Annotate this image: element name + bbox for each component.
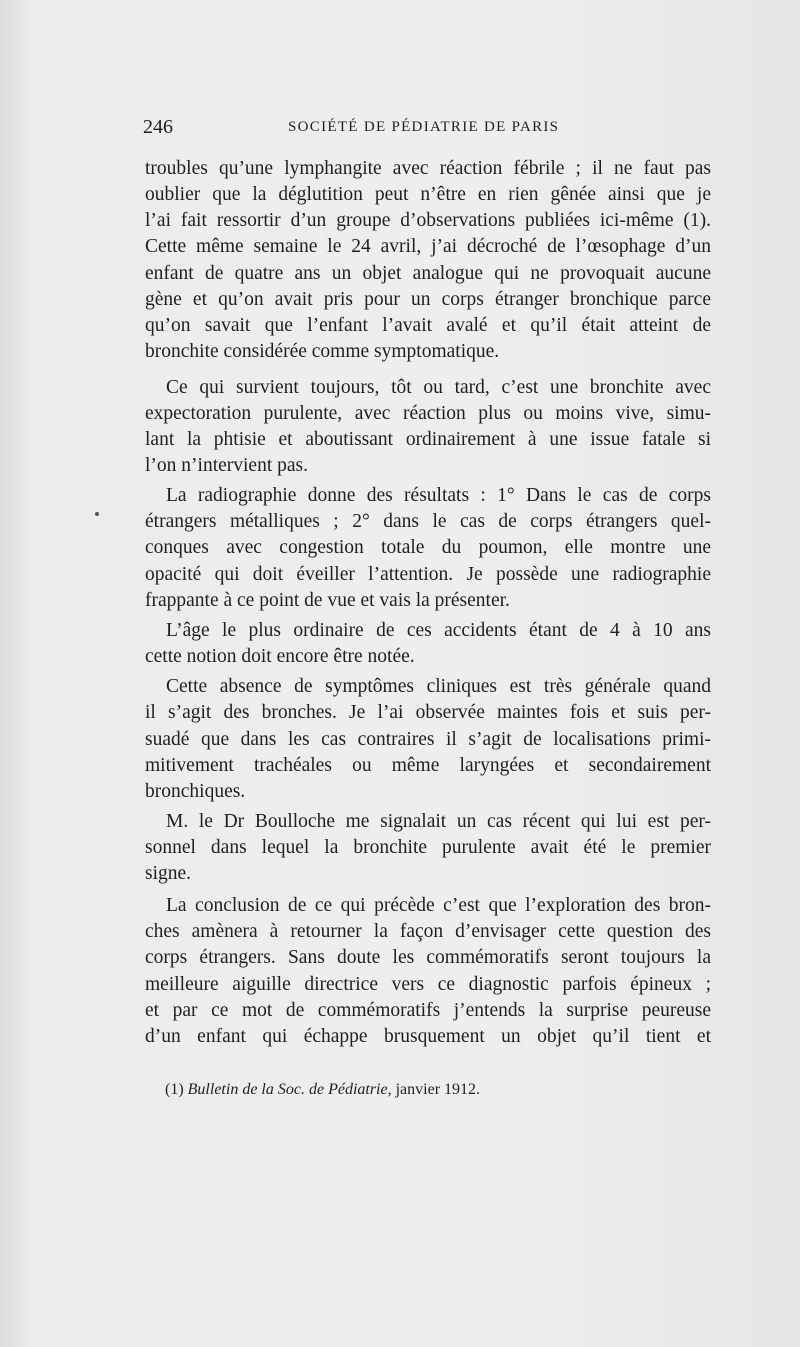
text-line: Cette absence de symptômes cliniques est très générale quand [166, 676, 711, 697]
text-line: La conclusion de ce qui précède c’est que l’exploration des bron- [166, 895, 711, 916]
text-line: gène et qu’on avait pris pour un corps étranger bronchique parce [145, 289, 711, 310]
footnote-source: Bulletin de la Soc. de Pédiatrie, [187, 1081, 392, 1098]
text-line: ches amènera à retourner la façon d’envisager cette question des [145, 921, 711, 942]
text-line: bronchite considérée comme symptomatique. [145, 341, 500, 362]
text-line: lant la phtisie et aboutissant ordinairement à une issue fatale si [145, 429, 711, 450]
footnote-number: (1) [165, 1081, 184, 1098]
text-line: d’un enfant qui échappe brusquement un objet qu’il tient et [145, 1026, 711, 1047]
text-line: cette notion doit encore être notée. [145, 646, 415, 667]
text-line: opacité qui doit éveiller l’attention. Je possède une radiographie [145, 564, 711, 585]
text-line: M. le Dr Boulloche me signalait un cas récent qui lui est per- [166, 811, 711, 832]
scan-speck [95, 512, 99, 516]
text-line: corps étrangers. Sans doute les commémoratifs seront toujours la [145, 947, 711, 968]
text-line: L’âge le plus ordinaire de ces accidents étant de 4 à 10 ans [166, 620, 711, 641]
text-line: oublier que la déglutition peut n’être en rien gênée ainsi que je [145, 184, 711, 205]
text-line: qu’on savait que l’enfant l’avait avalé et qu’il était atteint de [145, 315, 711, 336]
text-line: conques avec congestion totale du poumon, elle montre une [145, 537, 711, 558]
text-line: signe. [145, 863, 192, 884]
page-header [143, 116, 711, 140]
text-line: mitivement trachéales ou même laryngées et secondairement [145, 755, 711, 776]
text-line: enfant de quatre ans un objet analogue qui ne provoquait aucune [145, 263, 711, 284]
page-number: 246 [143, 116, 173, 138]
text-line: meilleure aiguille directrice vers ce diagnostic parfois épineux ; [145, 974, 711, 995]
text-line: suadé que dans les cas contraires il s’agit de localisations primi- [145, 729, 711, 750]
text-line: troubles qu’une lymphangite avec réaction fébrile ; il ne faut pas [145, 158, 711, 179]
text-line: expectoration purulente, avec réaction plus ou moins vive, simu- [145, 403, 711, 424]
text-line: l’ai fait ressortir d’un groupe d’observations publiées ici-même (1). [145, 210, 711, 231]
footnote-date: janvier 1912. [395, 1081, 481, 1098]
text-line: bronchiques. [145, 781, 246, 802]
running-title: SOCIÉTÉ DE PÉDIATRIE DE PARIS [288, 119, 560, 135]
text-line: Cette même semaine le 24 avril, j’ai décroché de l’œsophage d’un [145, 236, 711, 257]
text-line: et par ce mot de commémoratifs j’entends la surprise peureuse [145, 1000, 711, 1021]
text-line: étrangers métalliques ; 2° dans le cas de corps étrangers quel- [145, 511, 711, 532]
text-line: il s’agit des bronches. Je l’ai observée maintes fois et suis per- [145, 702, 711, 723]
text-line: frappante à ce point de vue et vais la présenter. [145, 590, 510, 611]
text-line: l’on n’intervient pas. [145, 455, 308, 476]
footnote [165, 1081, 480, 1099]
text-line: Ce qui survient toujours, tôt ou tard, c’est une bronchite avec [166, 377, 711, 398]
text-line: sonnel dans lequel la bronchite purulente avait été le premier [145, 837, 711, 858]
text-line: La radiographie donne des résultats : 1° Dans le cas de corps [166, 485, 711, 506]
